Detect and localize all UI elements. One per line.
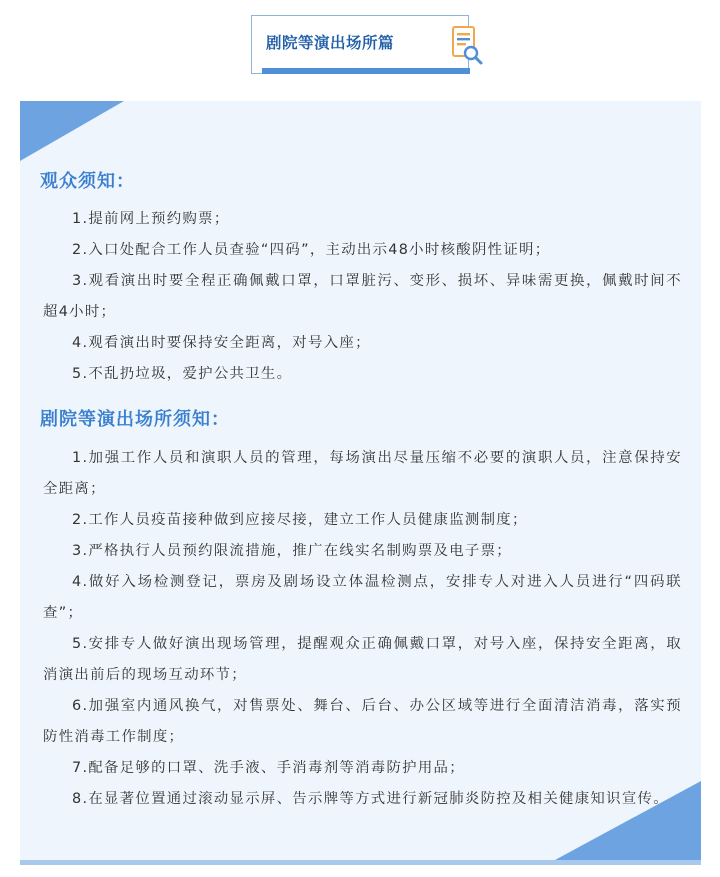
venue-item: 3.严格执行人员预约限流措施，推广在线实名制购票及电子票； [72,543,512,559]
venue-item: 5.安排专人做好演出现场管理，提醒观众正确佩戴口罩，对号入座，保持安全距离，取消演出前后的现场互动环节； [43,636,682,683]
document-magnifier-icon [446,24,484,68]
venue-item: 2.工作人员疫苗接种做到应接尽接，建立工作人员健康监测制度； [72,512,528,528]
card-bottom-bar [20,860,701,865]
audience-item: 1.提前网上预约购票； [72,211,230,227]
venue-item: 8.在显著位置通过滚动显示屏、告示牌等方式进行新冠肺炎防控及相关健康知识宣传。 [72,791,669,807]
venue-item: 6.加强室内通风换气，对售票处、舞台、后台、办公区域等进行全面清洁消毒，落实预防性消毒工作制度； [43,698,682,745]
page-title: 剧院等演出场所篇 [266,34,395,52]
venue-item: 1.加强工作人员和演职人员的管理，每场演出尽量压缩不必要的演职人员，注意保持安全距离； [43,450,682,497]
audience-item: 2.入口处配合工作人员查验“四码”，主动出示48小时核酸阴性证明； [72,242,551,258]
title-banner-stripe [262,68,470,74]
venue-item: 4.做好入场检测登记，票房及剧场设立体温检测点，安排专人对进入人员进行“四码联查”； [43,574,682,621]
corner-decoration-top-left [20,101,124,161]
section-heading-venue: 剧院等演出场所须知： [40,409,230,430]
section-heading-audience: 观众须知： [40,171,135,192]
audience-item: 5.不乱扔垃圾，爱护公共卫生。 [72,366,293,382]
audience-item: 4.观看演出时要保持安全距离，对号入座； [72,335,371,351]
venue-item: 7.配备足够的口罩、洗手液、手消毒剂等消毒防护用品； [72,760,465,776]
audience-item: 3.观看演出时要全程正确佩戴口罩，口罩脏污、变形、损坏、异味需更换，佩戴时间不超4小时； [43,273,682,320]
